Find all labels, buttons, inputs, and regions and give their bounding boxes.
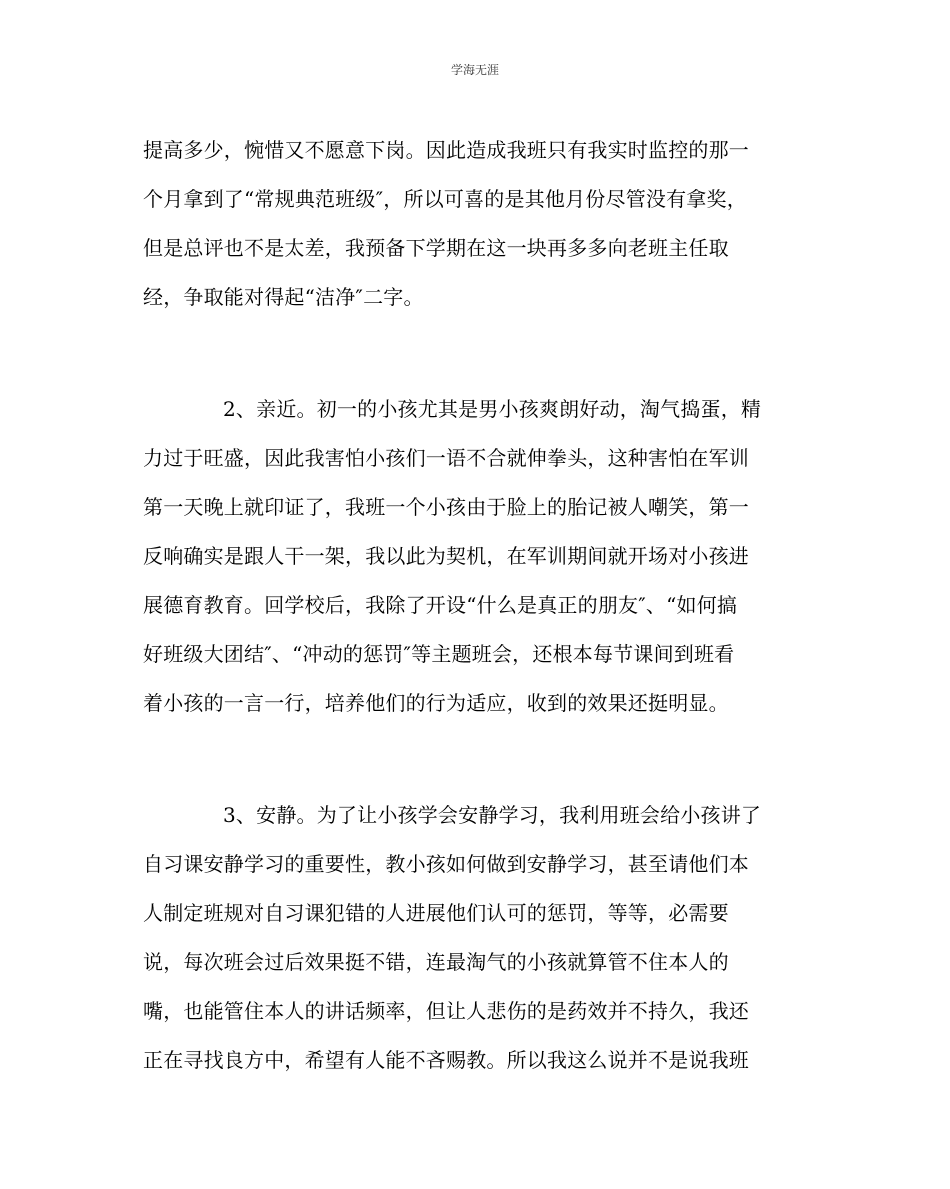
paragraph-gap [143, 728, 823, 791]
text-line: 好班级大团结″、“冲动的惩罚″等主题班会，还根本每节课间到班看 [143, 642, 735, 666]
text-line: 展德育教育。回学校后，我除了开设“什么是真正的朋友″、“如何搞 [143, 593, 738, 617]
paragraph-2 [143, 385, 823, 728]
text-line: 自习课安静学习的重要性，教小孩如何做到安静学习，甚至请他们本 [143, 852, 749, 876]
text-line: 人制定班规对自习课犯错的人进展他们认可的惩罚，等等，必需要 [143, 901, 729, 925]
text-line: 经，争取能对得起“洁净″二字。 [143, 285, 424, 309]
text-line: 嘴，也能管住本人的讲话频率，但让人悲伤的是药效并不持久，我还 [143, 999, 749, 1023]
text-line: 正在寻找良方中，希望有人能不吝赐教。所以我这么说并不是说我班 [143, 1048, 749, 1072]
document-body [143, 126, 823, 1085]
text-line: 2、亲近。初一的小孩尤其是男小孩爽朗好动，淘气捣蛋，精 [223, 397, 762, 421]
paragraph-1 [143, 126, 823, 322]
paragraph-gap [143, 322, 823, 385]
text-line: 3、安静。为了让小孩学会安静学习，我利用班会给小孩讲了 [223, 803, 762, 827]
text-line: 反响确实是跟人干一架，我以此为契机，在军训期间就开场对小孩进 [143, 544, 749, 568]
text-line: 说，每次班会过后效果挺不错，连最淘气的小孩就算管不住本人的 [143, 950, 729, 974]
text-line: 但是总评也不是太差，我预备下学期在这一块再多多向老班主任取 [143, 236, 729, 260]
text-line: 个月拿到了“常规典范班级″，所以可喜的是其他月份尽管没有拿奖， [143, 187, 747, 211]
text-line: 着小孩的一言一行，培养他们的行为适应，收到的效果还挺明显。 [143, 691, 729, 715]
text-line: 力过于旺盛，因此我害怕小孩们一语不合就伸拳头，这种害怕在军训 [143, 446, 749, 470]
page-header: 学海无涯 [450, 63, 499, 77]
text-line: 第一天晚上就印证了，我班一个小孩由于脸上的胎记被人嘲笑，第一 [143, 495, 749, 519]
text-line: 提高多少，惋惜又不愿意下岗。因此造成我班只有我实时监控的那一 [143, 138, 749, 162]
paragraph-3 [143, 791, 823, 1085]
